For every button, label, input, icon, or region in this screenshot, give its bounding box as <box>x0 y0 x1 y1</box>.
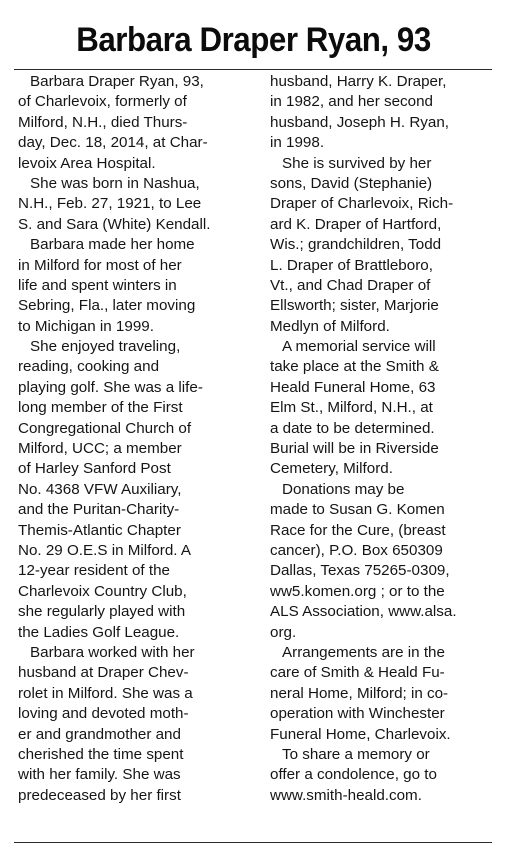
text-line: A memorial service will <box>282 338 436 356</box>
text-line: Themis-Atlantic Chapter <box>18 521 181 539</box>
text-line: Milford, N.H., died Thurs- <box>18 113 188 131</box>
text-line: long member of the First <box>18 399 183 417</box>
text-line: ww5.komen.org ; or to the <box>270 582 445 600</box>
text-line: Dallas, Texas 75265-0309, <box>270 562 450 580</box>
text-line: in Milford for most of her <box>18 256 182 274</box>
text-line: L. Draper of Brattleboro, <box>270 256 433 274</box>
text-line: Burial will be in Riverside <box>270 440 439 458</box>
text-line: in 1998. <box>270 134 325 152</box>
text-line: loving and devoted moth- <box>18 705 189 723</box>
text-line: org. <box>270 623 297 641</box>
text-line: Milford, UCC; a member <box>18 440 182 458</box>
text-line: N.H., Feb. 27, 1921, to Lee <box>18 195 202 213</box>
text-line: husband, Joseph H. Ryan, <box>270 113 449 131</box>
obituary-column-left <box>18 72 256 806</box>
text-line: sons, David (Stephanie) <box>270 174 433 192</box>
text-line: Ellsworth; sister, Marjorie <box>270 297 439 315</box>
text-line: Wis.; grandchildren, Todd <box>270 236 442 254</box>
obituary-column-right <box>270 72 502 806</box>
text-line: Barbara made her home <box>30 236 195 254</box>
text-line: made to Susan G. Komen <box>270 501 445 519</box>
headline-rule <box>14 69 492 70</box>
text-line: cherished the time spent <box>18 745 184 763</box>
text-line: Congregational Church of <box>18 419 192 437</box>
text-line: ALS Association, www.alsa. <box>270 603 457 621</box>
column-gutter <box>262 76 263 834</box>
bottom-rule <box>14 842 492 843</box>
text-line: S. and Sara (White) Kendall. <box>18 215 211 233</box>
text-line: www.smith-heald.com. <box>270 786 422 804</box>
text-line: day, Dec. 18, 2014, at Char- <box>18 134 208 152</box>
text-line: Arrangements are in the <box>282 643 445 661</box>
obituary-headline: Barbara Draper Ryan, 93 <box>76 21 431 59</box>
text-line: Funeral Home, Charlevoix. <box>270 725 451 743</box>
text-line: She is survived by her <box>282 154 432 172</box>
text-line: Vt., and Chad Draper of <box>270 276 431 294</box>
text-line: To share a memory or <box>282 745 430 763</box>
text-line: in 1982, and her second <box>270 93 433 111</box>
text-line: She enjoyed traveling, <box>30 338 181 356</box>
text-line: cancer), P.O. Box 650309 <box>270 541 443 559</box>
text-line: neral Home, Milford; in co- <box>270 684 449 702</box>
text-line: a date to be determined. <box>270 419 435 437</box>
text-line: 12-year resident of the <box>18 562 170 580</box>
text-line: care of Smith & Heald Fu- <box>270 664 445 682</box>
text-line: playing golf. She was a life- <box>18 378 203 396</box>
text-line: No. 29 O.E.S in Milford. A <box>18 541 192 559</box>
text-line: operation with Winchester <box>270 705 445 723</box>
text-line: Elm St., Milford, N.H., at <box>270 399 433 417</box>
text-line: ard K. Draper of Hartford, <box>270 215 442 233</box>
text-line: rolet in Milford. She was a <box>18 684 193 702</box>
text-line: predeceased by her first <box>18 786 181 804</box>
text-line: No. 4368 VFW Auxiliary, <box>18 480 182 498</box>
text-line: husband, Harry K. Draper, <box>270 73 447 90</box>
text-line: Donations may be <box>282 480 405 498</box>
text-line: of Charlevoix, formerly of <box>18 93 187 111</box>
text-line: life and spent winters in <box>18 276 177 294</box>
text-line: Cemetery, Milford. <box>270 460 393 478</box>
text-line: Sebring, Fla., later moving <box>18 297 196 315</box>
text-line: She was born in Nashua, <box>30 174 200 192</box>
text-line: Barbara worked with her <box>30 643 195 661</box>
text-line: Race for the Cure, (breast <box>270 521 446 539</box>
text-line: of Harley Sanford Post <box>18 460 171 478</box>
text-line: offer a condolence, go to <box>270 766 437 784</box>
text-line: reading, cooking and <box>18 358 160 376</box>
text-line: to Michigan in 1999. <box>18 317 154 335</box>
text-line: take place at the Smith & <box>270 358 439 376</box>
text-line: husband at Draper Chev- <box>18 664 189 682</box>
text-line: er and grandmother and <box>18 725 181 743</box>
text-line: levoix Area Hospital. <box>18 154 156 172</box>
text-line: Barbara Draper Ryan, 93, <box>30 73 204 90</box>
text-line: she regularly played with <box>18 603 186 621</box>
text-line: and the Puritan-Charity- <box>18 501 180 519</box>
text-line: Charlevoix Country Club, <box>18 582 187 600</box>
text-line: the Ladies Golf League. <box>18 623 180 641</box>
text-line: Draper of Charlevoix, Rich- <box>270 195 454 213</box>
text-line: Heald Funeral Home, 63 <box>270 378 436 396</box>
text-line: Medlyn of Milford. <box>270 317 390 335</box>
text-line: with her family. She was <box>18 766 181 784</box>
